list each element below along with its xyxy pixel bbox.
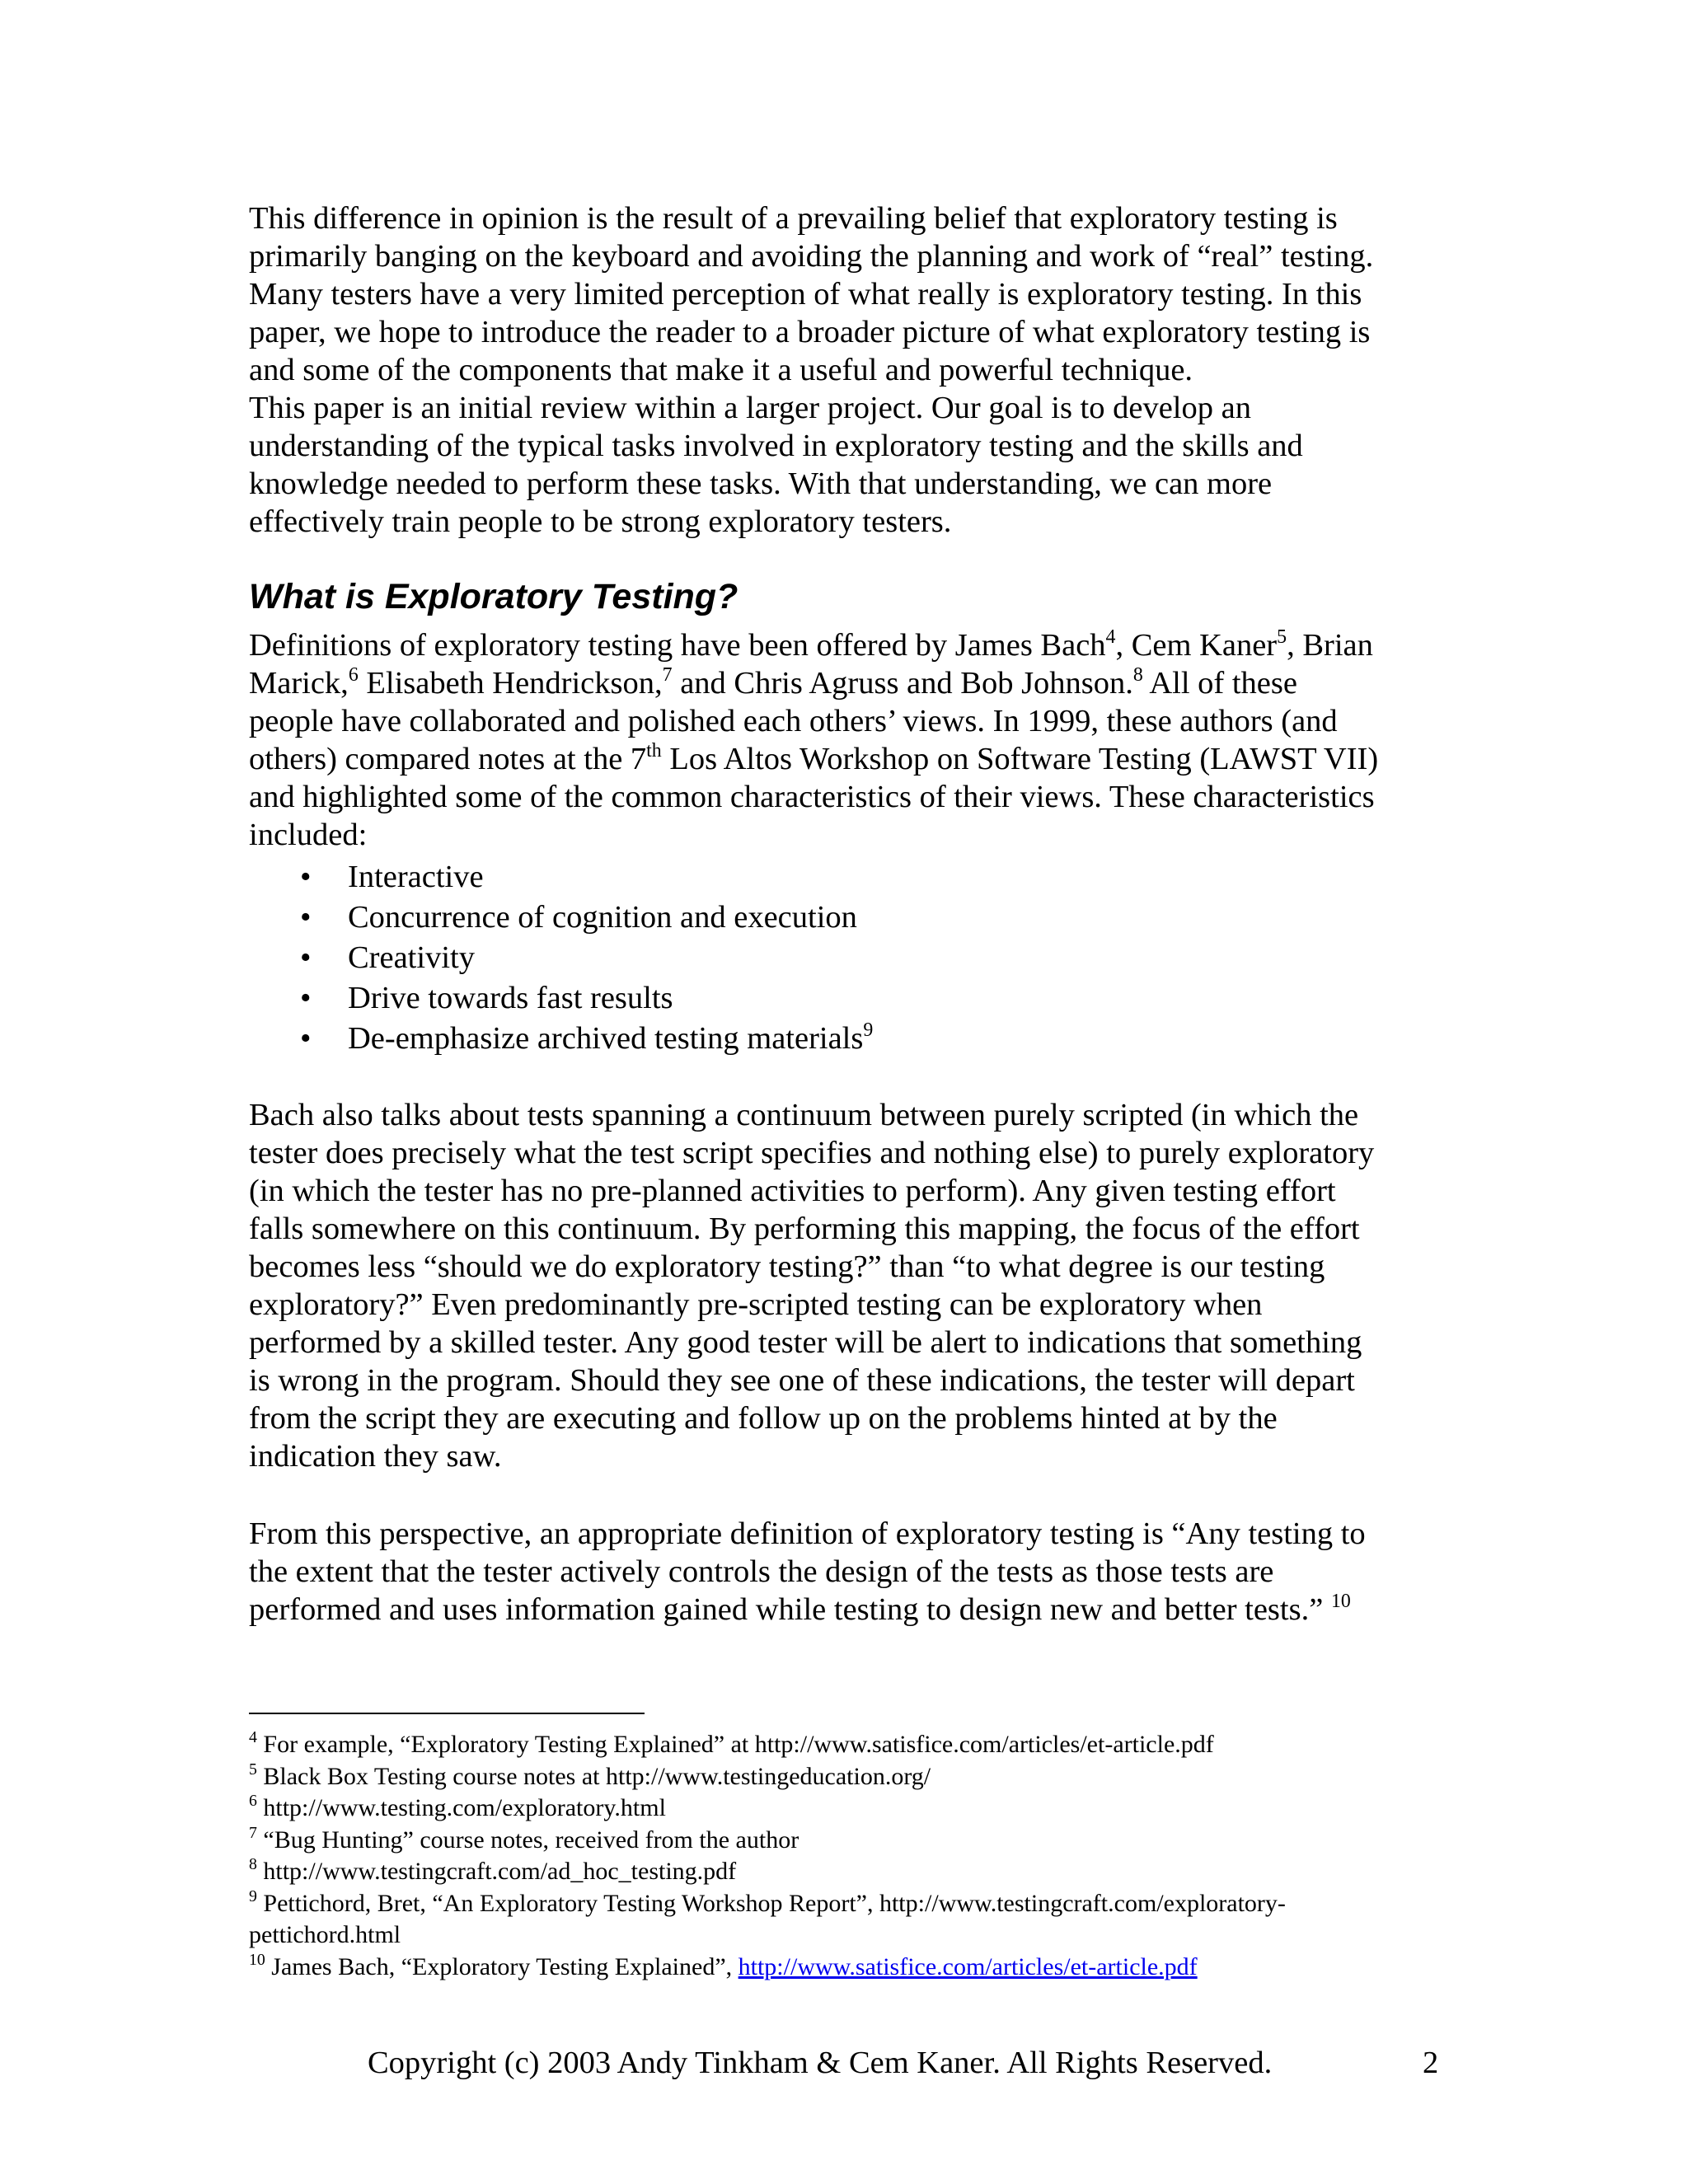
footnote-text: Pettichord, Bret, “An Exploratory Testing Workshop Report”, http://www.testingcraft.com/exploratory- <box>256 1889 1286 1917</box>
text-line: the extent that the tester actively controls the design of the tests as those tests are <box>249 1554 1274 1589</box>
copyright-footer: Copyright (c) 2003 Andy Tinkham & Cem Kaner. All Rights Reserved. <box>368 2046 1273 2080</box>
bullet-icon: • <box>300 860 312 894</box>
definition-paragraph <box>249 1515 1452 1629</box>
characteristics-list <box>249 857 873 1059</box>
text-run: Elisabeth Hendrickson, <box>358 666 663 701</box>
bullet-icon: • <box>300 981 312 1015</box>
continuum-paragraph <box>249 1096 1452 1475</box>
list-item-text: Drive towards fast results <box>348 981 673 1015</box>
footnote-number: 9 <box>249 1886 257 1905</box>
footnote-number: 8 <box>249 1855 257 1874</box>
text-run: performed and uses information gained while testing to design new and better tests.” <box>249 1592 1331 1627</box>
page-number: 2 <box>1423 2046 1439 2080</box>
footnote-ref-8[interactable]: 8 <box>1132 664 1143 687</box>
text-line: knowledge needed to perform these tasks. With that understanding, we can more <box>249 466 1273 501</box>
text-line <box>249 1591 1452 1629</box>
footnote-ref-9[interactable]: 9 <box>863 1019 874 1042</box>
text-line: indication they saw. <box>249 1439 502 1474</box>
text-run: and Chris Agruss and Bob Johnson. <box>672 666 1133 701</box>
footnote-9-continued: pettichord.html <box>249 1921 401 1948</box>
footnote-8 <box>249 1856 1452 1888</box>
text-line: tester does precisely what the test script specifies and nothing else) to purely exploratory <box>249 1136 1375 1170</box>
text-line: (in which the tester has no pre-planned activities to perform). Any given testing effort <box>249 1174 1336 1208</box>
footnote-text: For example, “Exploratory Testing Explained” at http://www.satisfice.com/articles/et-article.pdf <box>256 1731 1214 1758</box>
text-line: people have collaborated and polished each others’ views. In 1999, these authors (and <box>249 704 1338 738</box>
text-line <box>249 740 1452 778</box>
text-line <box>249 664 1452 702</box>
list-item <box>249 938 873 978</box>
list-item-text: Concurrence of cognition and execution <box>348 900 857 935</box>
footnote-ref-6[interactable]: 6 <box>348 664 359 687</box>
list-item <box>249 978 873 1019</box>
footnote-separator <box>249 1713 645 1714</box>
footnote-text: http://www.testingcraft.com/ad_hoc_testing.pdf <box>256 1858 737 1885</box>
footnote-9 <box>249 1888 1452 1920</box>
text-run: All of these <box>1142 666 1297 701</box>
intro-paragraph <box>249 199 1452 389</box>
bullet-icon: • <box>300 1021 312 1056</box>
footnote-number: 7 <box>249 1823 257 1842</box>
text-line: understanding of the typical tasks involved in exploratory testing and the skills and <box>249 429 1303 463</box>
section-heading: What is Exploratory Testing? <box>249 577 738 616</box>
text-line: paper, we hope to introduce the reader to a broader picture of what exploratory testing is <box>249 315 1371 349</box>
text-line: Bach also talks about tests spanning a continuum between purely scripted (in which the <box>249 1098 1359 1132</box>
footnote-number: 5 <box>249 1760 257 1779</box>
text-line: This paper is an initial review within a larger project. Our goal is to develop an <box>249 391 1251 425</box>
text-run: Definitions of exploratory testing have been offered by James Bach <box>249 628 1106 663</box>
footnote-text: http://www.testing.com/exploratory.html <box>256 1794 666 1821</box>
list-item <box>249 1019 873 1059</box>
text-line: From this perspective, an appropriate definition of exploratory testing is “Any testing to <box>249 1516 1366 1551</box>
footnote-ref-7[interactable]: 7 <box>662 664 673 687</box>
text-line: performed by a skilled tester. Any good tester will be alert to indications that something <box>249 1325 1362 1360</box>
footnote-4 <box>249 1729 1452 1761</box>
text-run: , Cem Kaner <box>1115 628 1278 663</box>
list-item <box>249 857 873 898</box>
bullet-icon: • <box>300 900 312 935</box>
footnote-text: James Bach, “Exploratory Testing Explained”, <box>265 1952 738 1980</box>
text-run: Los Altos Workshop on Software Testing (LAWST VII) <box>661 742 1379 776</box>
text-run: , Brian <box>1287 628 1373 663</box>
text-run: Marick, <box>249 666 349 701</box>
footnote-ref-10[interactable]: 10 <box>1330 1591 1351 1613</box>
definitions-paragraph <box>249 626 1452 854</box>
text-line: exploratory?” Even predominantly pre-scripted testing can be exploratory when <box>249 1287 1263 1322</box>
text-line: is wrong in the program. Should they see one of these indications, the tester will depart <box>249 1363 1355 1398</box>
list-item-text: Creativity <box>348 940 475 975</box>
project-paragraph <box>249 389 1452 541</box>
footnote-number: 6 <box>249 1792 257 1811</box>
footnote-text: “Bug Hunting” course notes, received from the author <box>256 1825 799 1854</box>
footnote-6 <box>249 1793 1452 1825</box>
text-line: Many testers have a very limited perception of what really is exploratory testing. In this <box>249 277 1362 312</box>
text-line: This difference in opinion is the result of a prevailing belief that exploratory testing is <box>249 201 1338 236</box>
list-item <box>249 898 873 938</box>
text-line: primarily banging on the keyboard and avoiding the planning and work of “real” testing. <box>249 239 1374 274</box>
footnote-number: 10 <box>249 1950 265 1969</box>
list-item-text: De-emphasize archived testing materials <box>348 1021 864 1056</box>
ordinal-suffix: th <box>646 740 662 762</box>
footnote-7 <box>249 1825 1452 1857</box>
text-line: effectively train people to be strong exploratory testers. <box>249 504 952 539</box>
footnote-ref-5[interactable]: 5 <box>1277 626 1287 649</box>
footnote-5 <box>249 1761 1452 1793</box>
footnote-ref-4[interactable]: 4 <box>1105 626 1116 649</box>
list-item-text: Interactive <box>348 860 484 894</box>
text-line: and some of the components that make it a useful and powerful technique. <box>249 353 1193 387</box>
text-line: falls somewhere on this continuum. By performing this mapping, the focus of the effort <box>249 1212 1360 1246</box>
footnote-10 <box>249 1952 1452 1984</box>
text-line: included: <box>249 818 368 852</box>
text-line: from the script they are executing and follow up on the problems hinted at by the <box>249 1401 1278 1436</box>
bullet-icon: • <box>300 940 312 975</box>
text-line: and highlighted some of the common characteristics of their views. These characteristics <box>249 780 1375 814</box>
text-line <box>249 626 1452 664</box>
footnote-number: 4 <box>249 1728 257 1747</box>
et-article-link[interactable]: http://www.satisfice.com/articles/et-article.pdf <box>738 1952 1198 1980</box>
footnotes <box>249 1729 1452 1983</box>
text-line: becomes less “should we do exploratory testing?” than “to what degree is our testing <box>249 1249 1325 1284</box>
text-run: others) compared notes at the 7 <box>249 742 647 776</box>
footnote-text: Black Box Testing course notes at http://www.testingeducation.org/ <box>256 1762 931 1790</box>
